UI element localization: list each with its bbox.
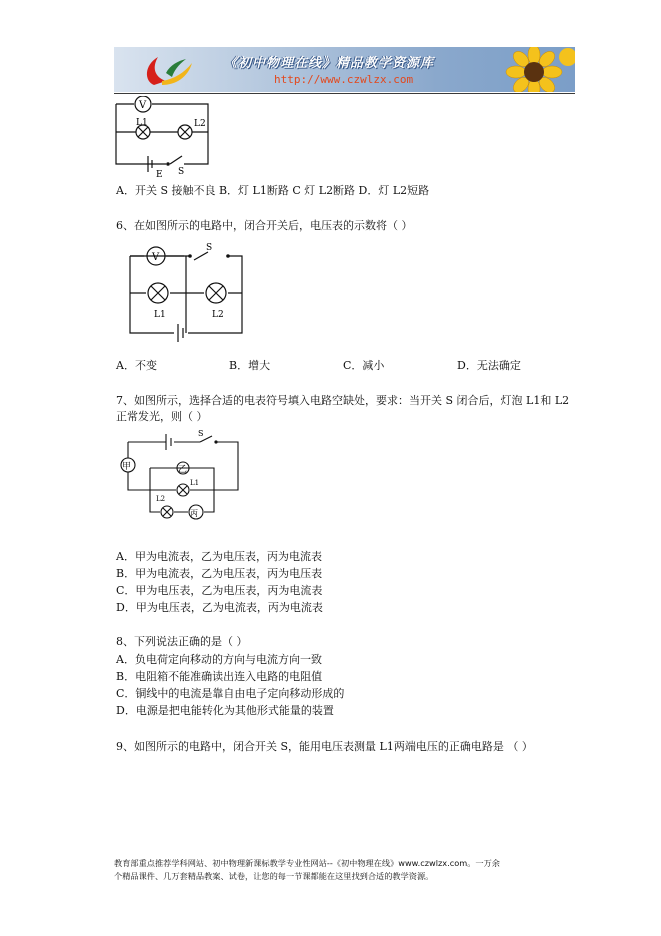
q7-yi-label: 乙 (178, 465, 188, 475)
q7-circuit-diagram (116, 428, 244, 520)
q6-option-d: D．无法确定 (457, 359, 521, 372)
q6-option-a: A．不变 (116, 359, 157, 372)
sunflower-icon (494, 47, 575, 92)
q5-circuit-diagram (108, 96, 218, 178)
banner-divider (114, 93, 575, 94)
q5-s-label: S (178, 167, 185, 177)
banner-url: http://www.czwlzx.com (274, 73, 414, 86)
q7-l2-label: L2 (156, 495, 166, 503)
q7-stem-line2: 正常发光，则（ ） (116, 410, 208, 423)
q8-stem: 8、下列说法正确的是（ ） (116, 635, 248, 648)
q5-l2-label: L2 (194, 119, 206, 129)
q6-option-b: B．增大 (229, 359, 271, 372)
banner-title: 《初中物理在线》精品教学资源库 (224, 56, 435, 71)
q6-option-c: C．减小 (343, 359, 385, 372)
q5-e-label: E (156, 170, 163, 178)
page-footer (114, 857, 554, 883)
q7-s-label: S (198, 429, 204, 438)
q6-l1-label: L1 (154, 310, 166, 320)
q7-l1-label: L1 (190, 479, 200, 487)
q7-option-c: C．甲为电压表，乙为电压表，丙为电流表 (116, 584, 323, 597)
q9-stem: 9、如图所示的电路中，闭合开关 S，能用电压表测量 L1两端电压的正确电路是 （ ） (116, 740, 533, 753)
header-banner (114, 47, 575, 92)
q8-option-c: C．铜线中的电流是靠自由电子定向移动形成的 (116, 687, 345, 700)
q7-option-d: D．甲为电压表，乙为电流表，丙为电流表 (116, 601, 323, 614)
q8-option-a: A．负电荷定向移动的方向与电流方向一致 (116, 653, 322, 666)
q6-l2-label: L2 (212, 310, 224, 320)
q7-stem-line1: 7、如图所示，选择合适的电表符号填入电路空缺处，要求：当开关 S 闭合后，灯泡 L1和 L2 (116, 394, 570, 407)
q6-stem: 6、在如图所示的电路中，闭合开关后，电压表的示数将（ ） (116, 219, 413, 232)
q6-s-label: S (206, 243, 213, 253)
q5-l1-label: L1 (136, 118, 148, 128)
footer-line-2: 个精品课件、几万套精品教案、试卷，让您的每一节课都能在这里找到合适的教学资源。 (114, 871, 434, 881)
q8-option-b: B．电阻箱不能准确读出连入电路的电阻值 (116, 670, 323, 683)
q5-options: A．开关 S 接触不良 B．灯 L1断路 C 灯 L2断路 D．灯 L2短路 (116, 184, 430, 197)
q7-option-b: B．甲为电流表，乙为电压表，丙为电压表 (116, 567, 323, 580)
q7-option-a: A．甲为电流表，乙为电压表，丙为电流表 (116, 550, 322, 563)
q8-option-d: D．电源是把电能转化为其他形式能量的装置 (116, 704, 334, 717)
q5-voltmeter-label: V (139, 100, 147, 111)
q6-voltmeter-label: V (152, 252, 160, 263)
q7-jia-label: 甲 (122, 462, 132, 472)
logo-icon (136, 51, 206, 89)
q7-bing-label: 丙 (190, 509, 198, 518)
footer-line-1: 教育部重点推荐学科网站、初中物理新课标教学专业性网站--《初中物理在线》www.czwlzx.com。一万余 (114, 858, 500, 868)
q6-circuit-diagram (124, 240, 254, 346)
